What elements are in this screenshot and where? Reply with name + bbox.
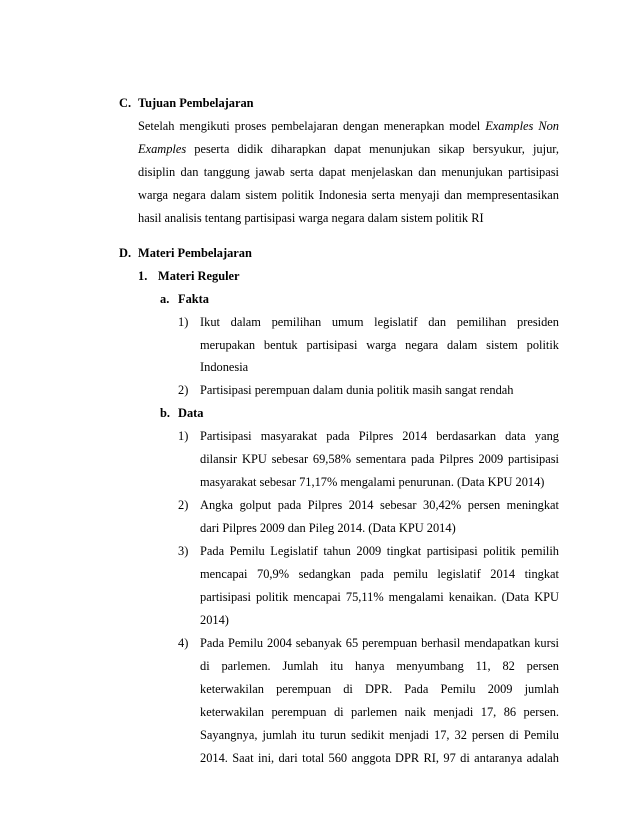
section-c-line-2 — [138, 141, 559, 157]
fakta-item-1-number: 1) — [178, 315, 189, 329]
section-c-line-2-italic: Examples — [138, 142, 187, 156]
data-item-2-line-1: Angka golput pada Pilpres 2014 sebesar 30,42% persen meningkat — [200, 498, 559, 512]
fakta-marker: a. — [160, 292, 170, 306]
data-item-2-line-2: dari Pilpres 2009 dan Pileg 2014. (Data KPU 2014) — [200, 521, 456, 535]
section-d-marker: D. — [119, 246, 132, 260]
data-item-4-line-3: keterwakilan perempuan di DPR. Pada Pemilu 2009 jumlah — [200, 682, 559, 696]
section-c-title: Tujuan Pembelajaran — [138, 96, 254, 110]
data-title: Data — [178, 406, 204, 420]
fakta-item-2-number: 2) — [178, 383, 189, 397]
data-item-3-line-3: partisipasi politik mencapai 75,11% mengalami kenaikan. (Data KPU — [200, 590, 559, 604]
section-c-line-5: hasil analisis tentang partisipasi warga negara dalam sistem politik RI — [138, 211, 484, 225]
data-item-1-line-2: dilansir KPU sebesar 69,58% sementara pada Pilpres 2009 partisipasi — [200, 452, 559, 466]
section-c-marker: C. — [119, 96, 132, 110]
section-c-line-2-text: peserta didik diharapkan dapat menunjukan sikap bersyukur, jujur, — [186, 142, 559, 156]
data-item-4-line-2: di parlemen. Jumlah itu hanya menyumbang 11, 82 persen — [200, 659, 559, 673]
section-c-line-4: warga negara dalam sistem politik Indonesia serta menyaji dan mempresentasikan — [138, 188, 559, 202]
section-c-line-1 — [138, 118, 559, 134]
section-c-line-3: disiplin dan tanggung jawab serta dapat menjelaskan dan menunjukan partisipasi — [138, 165, 559, 179]
data-item-4-line-4: keterwakilan perempuan di parlemen naik menjadi 17, 86 persen. — [200, 705, 559, 719]
data-item-3-line-2: mencapai 70,9% sedangkan pada pemilu legislatif 2014 tingkat — [200, 567, 559, 581]
fakta-item-1-line-1: Ikut dalam pemilihan umum legislatif dan pemilihan presiden — [200, 315, 559, 329]
data-marker: b. — [160, 406, 170, 420]
data-item-3-line-4: 2014) — [200, 613, 229, 627]
data-item-4-line-6: 2014. Saat ini, dari total 560 anggota DPR RI, 97 di antaranya adalah — [200, 751, 559, 765]
section-c-line-1-italic: Examples Non — [485, 119, 559, 133]
data-item-3-number: 3) — [178, 544, 189, 558]
section-d-title: Materi Pembelajaran — [138, 246, 252, 260]
fakta-title: Fakta — [178, 292, 209, 306]
section-c-line-1-text: Setelah mengikuti proses pembelajaran dengan menerapkan model — [138, 119, 486, 133]
data-item-1-line-1: Partisipasi masyarakat pada Pilpres 2014 berdasarkan data yang — [200, 429, 559, 443]
subsection-1-marker: 1. — [138, 269, 148, 283]
data-item-4-line-1: Pada Pemilu 2004 sebanyak 65 perempuan berhasil mendapatkan kursi — [200, 636, 559, 650]
subsection-1-title: Materi Reguler — [158, 269, 240, 283]
fakta-item-2-line-1: Partisipasi perempuan dalam dunia politik masih sangat rendah — [200, 383, 514, 397]
fakta-item-1-line-3: Indonesia — [200, 360, 249, 374]
data-item-1-number: 1) — [178, 429, 189, 443]
data-item-3-line-1: Pada Pemilu Legislatif tahun 2009 tingkat partisipasi politik pemilih — [200, 544, 559, 558]
data-item-4-number: 4) — [178, 636, 189, 650]
data-item-1-line-3: masyarakat sebesar 71,17% mengalami penurunan. (Data KPU 2014) — [200, 475, 545, 489]
data-item-4-line-5: Sayangnya, jumlah itu turun sedikit menjadi 17, 32 persen di Pemilu — [200, 728, 559, 742]
data-item-2-number: 2) — [178, 498, 189, 512]
fakta-item-1-line-2: merupakan bentuk partisipasi warga negara dalam sistem politik — [200, 338, 559, 352]
